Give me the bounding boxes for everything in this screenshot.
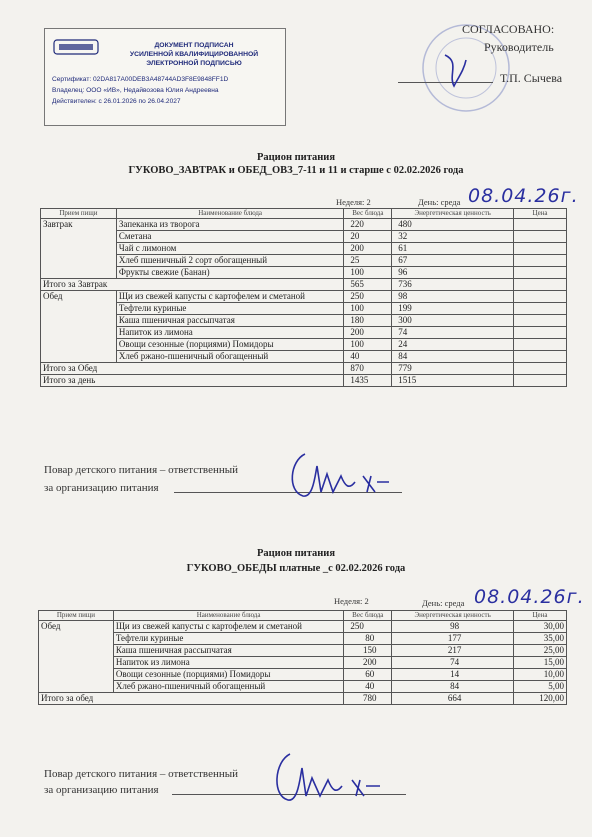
menu1-week: Неделя: 2: [336, 197, 371, 207]
esig-title: ДОКУМЕНТ ПОДПИСАН УСИЛЕННОЙ КВАЛИФИЦИРОВАННОЙ ЭЛЕКТРОННОЙ ПОДПИСЬЮ: [129, 42, 259, 67]
dish-name: Каша пшеничная рассыпчатая: [116, 315, 343, 327]
dish-price: [514, 243, 567, 255]
dish-weight: 180: [344, 315, 392, 327]
esig-owner: Владелец: ООО «ИВ», Недайвозова Юлия Андреевна: [52, 87, 219, 94]
total-energy: 1515: [392, 375, 514, 387]
dish-price: [514, 327, 567, 339]
dish-weight: 200: [344, 243, 392, 255]
dish-price: [514, 339, 567, 351]
dish-energy: 74: [392, 657, 514, 669]
dish-name: Овощи сезонные (порциями) Помидоры: [113, 669, 343, 681]
table-row: [39, 633, 567, 645]
dish-price: [514, 315, 567, 327]
meal-label-lunch: Обед: [41, 291, 117, 363]
dish-weight: 25: [344, 255, 392, 267]
dish-energy: 84: [392, 351, 514, 363]
dish-name: Щи из свежей капусты с картофелем и сметаной: [113, 621, 343, 633]
total-weight: 565: [344, 279, 392, 291]
menu2-cook-signature: [268, 748, 393, 808]
table-row: [41, 327, 567, 339]
table-total-row: [41, 279, 567, 291]
dish-energy: 98: [392, 621, 514, 633]
total-weight: 1435: [344, 375, 392, 387]
dish-name: Сметана: [116, 231, 343, 243]
table-row: [41, 219, 567, 231]
dish-weight: 60: [344, 669, 392, 681]
dish-weight: 250: [344, 621, 392, 633]
dish-price: [514, 291, 567, 303]
meal-label-lunch: Обед: [39, 621, 114, 693]
table-row: [39, 681, 567, 693]
dish-price: [514, 231, 567, 243]
total-price: 120,00: [514, 693, 567, 705]
dish-name: Чай с лимоном: [116, 243, 343, 255]
dish-weight: 250: [344, 291, 392, 303]
dish-price: 10,00: [514, 669, 567, 681]
dish-name: Хлеб пшеничный 2 сорт обогащенный: [116, 255, 343, 267]
table-row: [39, 657, 567, 669]
dish-energy: 300: [392, 315, 514, 327]
dish-energy: 98: [392, 291, 514, 303]
menu2-table: [38, 610, 567, 705]
table-total-row: [41, 363, 567, 375]
dish-name: Хлеб ржано-пшеничный обогащенный: [113, 681, 343, 693]
dish-name: Овощи сезонные (порциями) Помидоры: [116, 339, 343, 351]
dish-weight: 100: [344, 339, 392, 351]
total-weight: 870: [344, 363, 392, 375]
dish-price: 5,00: [514, 681, 567, 693]
dish-energy: 74: [392, 327, 514, 339]
total-price: [514, 363, 567, 375]
dish-weight: 200: [344, 327, 392, 339]
dish-price: [514, 267, 567, 279]
menu2-week: Неделя: 2: [334, 596, 369, 606]
table-row: [39, 669, 567, 681]
menu1-day: День: среда: [418, 197, 461, 207]
menu1-table: [40, 208, 567, 387]
dish-weight: 80: [344, 633, 392, 645]
total-label-day: Итого за день: [41, 375, 344, 387]
col-header-dish: Наименование блюда: [116, 209, 343, 219]
table-row: [39, 621, 567, 633]
dish-energy: 67: [392, 255, 514, 267]
menu1-cook-signature: [285, 446, 400, 504]
menu2-cook-line2: за организацию питания: [44, 784, 159, 796]
menu2-day: День: среда: [422, 598, 465, 608]
table-header-row: [39, 611, 567, 621]
dish-energy: 177: [392, 633, 514, 645]
col-header-energy: Энергетическая ценность: [392, 209, 514, 219]
table-row: [41, 267, 567, 279]
dish-energy: 14: [392, 669, 514, 681]
total-label-lunch: Итого за Обед: [41, 363, 344, 375]
menu1-subtitle: ГУКОВО_ЗАВТРАК и ОБЕД_ОВЗ_7-11 и 11 и старше с 02.02.2026 года: [128, 165, 464, 176]
total-label-breakfast: Итого за Завтрак: [41, 279, 344, 291]
dish-weight: 100: [344, 267, 392, 279]
dish-weight: 40: [344, 681, 392, 693]
dish-name: Запеканка из творога: [116, 219, 343, 231]
col-header-weight: Вес блюда: [344, 209, 392, 219]
organization-logo: [53, 37, 99, 57]
dish-weight: 40: [344, 351, 392, 363]
total-price: [514, 375, 567, 387]
total-weight: 780: [344, 693, 392, 705]
dish-price: [514, 351, 567, 363]
dish-name: Тефтели куриные: [116, 303, 343, 315]
table-row: [41, 303, 567, 315]
dish-price: [514, 303, 567, 315]
total-energy: 736: [392, 279, 514, 291]
col-header-price: Цена: [514, 611, 567, 621]
dish-energy: 217: [392, 645, 514, 657]
menu2-subtitle: ГУКОВО_ОБЕДЫ платные _с 02.02.2026 года: [186, 563, 406, 574]
dish-weight: 200: [344, 657, 392, 669]
dish-name: Тефтели куриные: [113, 633, 343, 645]
col-header-energy: Энергетическая ценность: [392, 611, 514, 621]
col-header-weight: Вес блюда: [344, 611, 392, 621]
table-row: [41, 255, 567, 267]
e-signature-stamp: [44, 28, 286, 126]
dish-name: Щи из свежей капусты с картофелем и сметаной: [116, 291, 343, 303]
dish-price: 15,00: [514, 657, 567, 669]
dish-energy: 61: [392, 243, 514, 255]
total-energy: 779: [392, 363, 514, 375]
total-label-lunch: Итого за обед: [39, 693, 344, 705]
menu2-cook-line1: Повар детского питания – ответственный: [44, 768, 238, 780]
approval-signature: [440, 50, 470, 90]
dish-weight: 150: [344, 645, 392, 657]
table-row: [39, 645, 567, 657]
dish-price: 35,00: [514, 633, 567, 645]
table-total-row: [39, 693, 567, 705]
dish-weight: 100: [344, 303, 392, 315]
approval-name: Т.П. Сычева: [500, 71, 563, 85]
menu1-cook-line2: за организацию питания: [44, 482, 159, 494]
menu1-cook-line1: Повар детского питания – ответственный: [44, 464, 238, 476]
dish-price: 25,00: [514, 645, 567, 657]
col-header-price: Цена: [514, 209, 567, 219]
table-row: [41, 351, 567, 363]
dish-weight: 220: [344, 219, 392, 231]
dish-energy: 24: [392, 339, 514, 351]
col-header-meal: Прием пищи: [39, 611, 114, 621]
table-row: [41, 339, 567, 351]
menu1-handwritten-date: 08.04.26г.: [468, 185, 579, 207]
table-row: [41, 243, 567, 255]
table-header-row: [41, 209, 567, 219]
esig-valid: Действителен: с 26.01.2026 по 26.04.2027: [52, 98, 181, 105]
total-price: [514, 279, 567, 291]
table-total-row: [41, 375, 567, 387]
approval-position: Руководитель: [484, 40, 554, 54]
dish-price: [514, 255, 567, 267]
dish-energy: 96: [392, 267, 514, 279]
dish-energy: 480: [392, 219, 514, 231]
dish-name: Хлеб ржано-пшеничный обогащенный: [116, 351, 343, 363]
dish-energy: 84: [392, 681, 514, 693]
menu2-handwritten-date: 08.04.26г.: [474, 586, 585, 608]
table-row: [41, 231, 567, 243]
dish-name: Каша пшеничная рассыпчатая: [113, 645, 343, 657]
menu1-title: Рацион питания: [256, 152, 336, 163]
dish-price: 30,00: [514, 621, 567, 633]
dish-name: Напиток из лимона: [116, 327, 343, 339]
total-energy: 664: [392, 693, 514, 705]
dish-energy: 32: [392, 231, 514, 243]
col-header-dish: Наименование блюда: [113, 611, 343, 621]
meal-label-breakfast: Завтрак: [41, 219, 117, 279]
dish-name: Напиток из лимона: [113, 657, 343, 669]
dish-weight: 20: [344, 231, 392, 243]
col-header-meal: Прием пищи: [41, 209, 117, 219]
dish-price: [514, 219, 567, 231]
table-row: [41, 315, 567, 327]
table-row: [41, 291, 567, 303]
esig-certificate: Сертификат: 02DA817A00DEB3A48744AD3F8E9848FF1D: [52, 76, 229, 83]
menu2-title: Рацион питания: [256, 548, 336, 559]
dish-energy: 199: [392, 303, 514, 315]
approval-heading: СОГЛАСОВАНО:: [462, 22, 555, 36]
dish-name: Фрукты свежие (Банан): [116, 267, 343, 279]
